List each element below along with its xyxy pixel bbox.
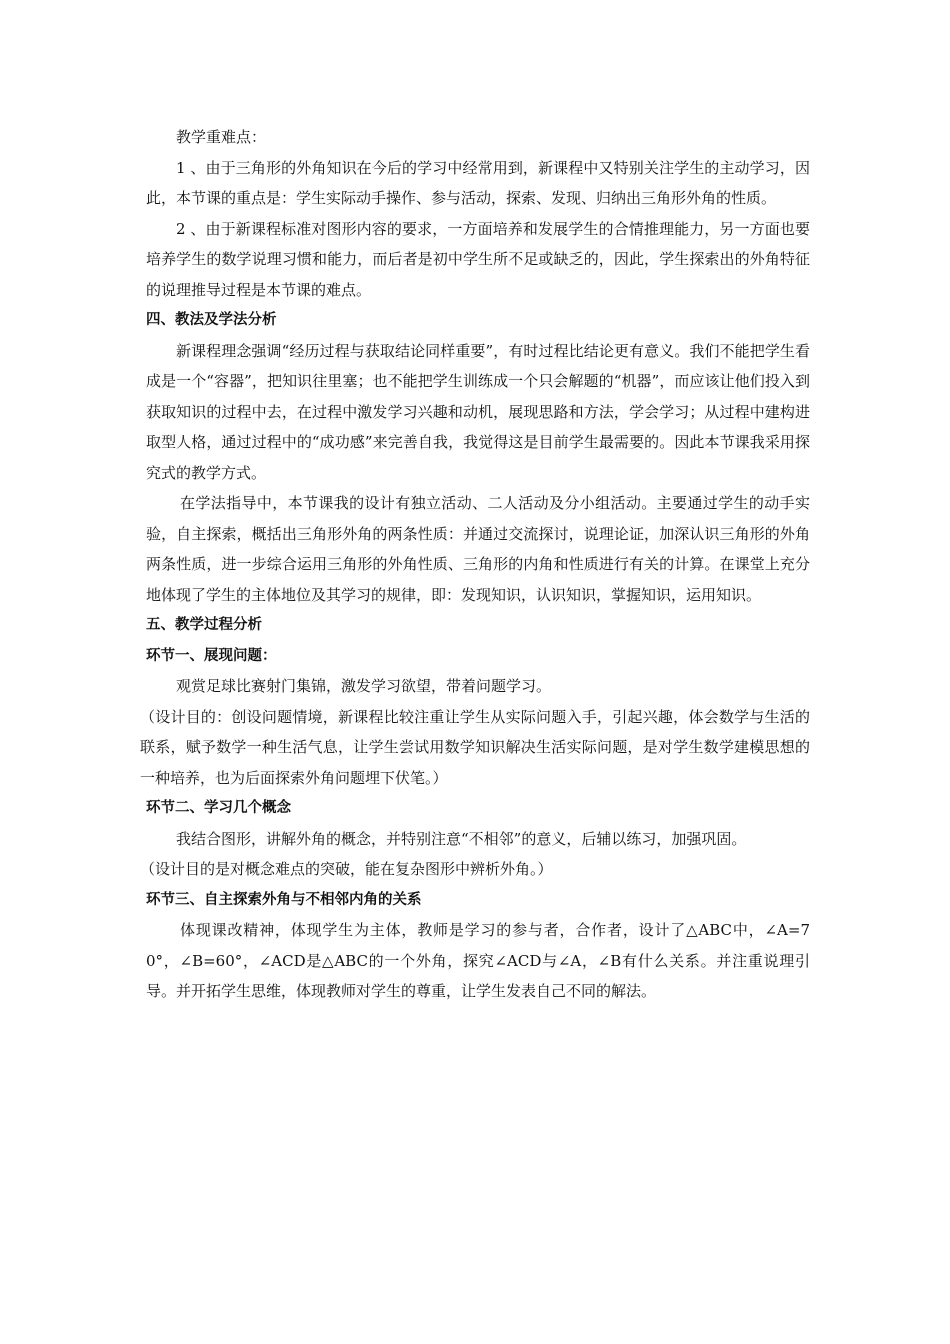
paragraph-key-points-label: 教学重难点： xyxy=(176,128,267,146)
paragraph-learning-guidance: 在学法指导中，本节课我的设计有独立活动、二人活动及分小组活动。主要通过学生的动手实验，自主探索，概括出三角形外角的两条性质：并通过交流探讨，说理论证，加深认识三角形的外角两条性质，进一步综合运用三角形的外角性质、三角形的内角和性质进行有关的计算。在课堂上充分地体现了学生的主体地位及其学习的规律，即：发现知识，认识知识，掌握知识，运用知识。 xyxy=(146,494,810,604)
paragraph-step-2: 我结合图形，讲解外角的概念，并特别注意“不相邻”的意义，后辅以练习，加强巩固。 xyxy=(176,829,747,848)
subsection-heading-step-1: 环节一、展现问题： xyxy=(146,647,277,664)
subsection-heading-step-3: 环节三、自主探索外角与不相邻内角的关系 xyxy=(146,891,422,908)
paragraph-step-1: 观赏足球比赛射门集锦，激发学习欲望，带着问题学习。 xyxy=(176,677,552,695)
paragraph-teaching-philosophy: 新课程理念强调“经历过程与获取结论同样重要”，有时过程比结论更有意义。我们不能把学生看成是一个“容器”，把知识往里塞；也不能把学生训练成一个只会解题的“机器”，而应该让他们投入到获取知识的过程中去，在过程中激发学习兴趣和动机，展现思路和方法，学会学习；从过程中建构进取型人格，通过过程中的“成功感”来完善自我，我觉得这是目前学生最需要的。因此本节课我采用探究式的教学方式。 xyxy=(146,341,810,482)
paragraph-key-point-1: 1 、由于三角形的外角知识在今后的学习中经常用到，新课程中又特别关注学生的主动学习，因此，本节课的重点是：学生实际动手操作、参与活动，探索、发现、归纳出三角形外角的性质。 xyxy=(146,158,810,207)
document-body xyxy=(140,122,810,1007)
subsection-heading-step-2: 环节二、学习几个概念 xyxy=(146,800,291,816)
paragraph-key-point-2: 2 、由于新课程标准对图形内容的要求，一方面培养和发展学生的合情推理能力，另一方面也要培养学生的数学说理习惯和能力，而后者是初中学生所不足或缺乏的，因此，学生探索出的外角特征的说理推导过程是本节课的难点。 xyxy=(146,219,810,299)
section-heading-teaching-process: 五、教学过程分析 xyxy=(146,617,262,633)
paragraph-step-1-design-note: （设计目的：创设问题情境，新课程比较注重让学生从实际问题入手，引起兴趣，体会数学与生活的联系，赋予数学一种生活气息，让学生尝试用数学知识解决生活实际问题，是对学生数学建模思想的一种培养，也为后面探索外角问题埋下伏笔。） xyxy=(140,707,810,787)
section-heading-teaching-methods: 四、教法及学法分析 xyxy=(146,312,277,328)
paragraph-step-2-design-note: （设计目的是对概念难点的突破，能在复杂图形中辨析外角。） xyxy=(140,860,553,878)
paragraph-step-3: 体现课改精神，体现学生为主体，教师是学习的参与者，合作者，设计了△ABC中，∠A=70°，∠B=60°，∠ACD是△ABC的一个外角，探究∠ACD与∠A，∠B有什么关系。并注重说理引导。并开拓学生思维，体现教师对学生的尊重，让学生发表自己不同的解法。 xyxy=(146,921,810,1000)
